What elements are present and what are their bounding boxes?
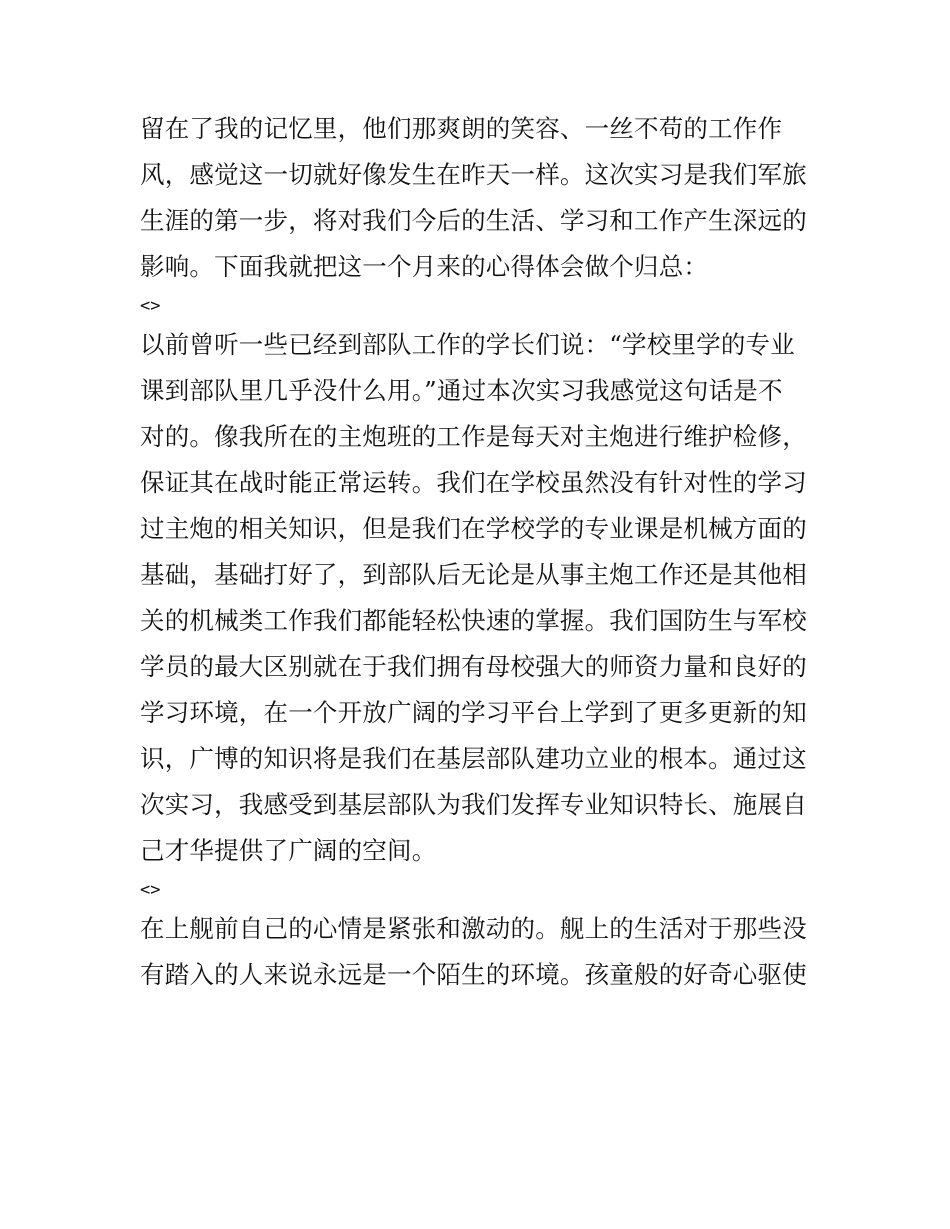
text-line: 己才华提供了广阔的空间。 xyxy=(140,836,437,865)
text-line: 基础，基础打好了，到部队后无论是从事主炮工作还是其他相 xyxy=(140,560,807,589)
text-line: 次实习，我感受到基层部队为我们发挥专业知识特长、施展自 xyxy=(140,790,807,819)
section-marker: <> xyxy=(140,296,161,316)
text-line: 学员的最大区别就在于我们拥有母校强大的师资力量和良好的 xyxy=(140,652,807,681)
paragraph-3 xyxy=(140,906,820,998)
text-line: 生涯的第一步，将对我们今后的生活、学习和工作产生深远的 xyxy=(140,206,807,235)
text-line: 风，感觉这一切就好像发生在昨天一样。这次实习是我们军旅 xyxy=(140,160,807,189)
document-body xyxy=(140,106,820,998)
text-line: 对的。像我所在的主炮班的工作是每天对主炮进行维护检修， xyxy=(140,422,807,451)
paragraph-1 xyxy=(140,106,820,290)
text-line: 以前曾听一些已经到部队工作的学长们说：“学校里学的专业 xyxy=(140,330,795,359)
text-line: 留在了我的记忆里，他们那爽朗的笑容、一丝不苟的工作作 xyxy=(140,114,783,143)
text-line: 识，广博的知识将是我们在基层部队建功立业的根本。通过这 xyxy=(140,744,807,773)
section-marker: <> xyxy=(140,880,161,900)
text-line: 学习环境，在一个开放广阔的学习平台上学到了更多更新的知 xyxy=(140,698,807,727)
text-line: 保证其在战时能正常运转。我们在学校虽然没有针对性的学习 xyxy=(140,468,807,497)
text-line: 有踏入的人来说永远是一个陌生的环境。孩童般的好奇心驱使 xyxy=(140,960,807,989)
text-line: 关的机械类工作我们都能轻松快速的掌握。我们国防生与军校 xyxy=(140,606,807,635)
text-line: 影响。下面我就把这一个月来的心得体会做个归总： xyxy=(140,252,709,281)
paragraph-2 xyxy=(140,322,820,874)
text-line: 过主炮的相关知识，但是我们在学校学的专业课是机械方面的 xyxy=(140,514,807,543)
text-line: 课到部队里几乎没什么用。”通过本次实习我感觉这句话是不 xyxy=(140,376,783,405)
text-line: 在上舰前自己的心情是紧张和激动的。舰上的生活对于那些没 xyxy=(140,914,807,943)
